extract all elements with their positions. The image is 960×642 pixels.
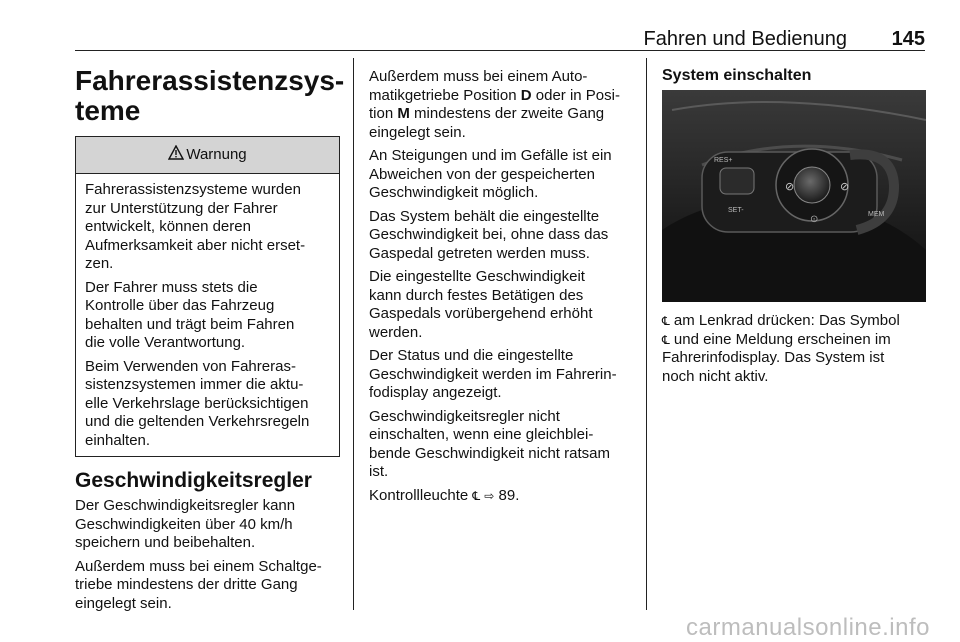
svg-text:⊘: ⊘	[840, 180, 850, 193]
svg-text:⊘: ⊘	[785, 180, 795, 193]
column-3	[662, 58, 926, 391]
res-label: RES+	[714, 157, 733, 164]
svg-text:⊙: ⊙	[810, 214, 819, 225]
cross-reference: Kontrollleuchte ℄ ⇨ 89.	[369, 486, 520, 504]
body-paragraph: Außerdem muss bei einem Schaltge- triebe mindestens der dritte Gang eingelegt sein.	[75, 557, 322, 612]
page-header	[75, 28, 925, 50]
page-reference-arrow-icon: ⇨	[484, 488, 495, 503]
warning-header	[76, 137, 339, 174]
warning-paragraph: Fahrerassistenzsysteme wurden zur Unterstützung der Fahrer entwickelt, können deren Aufmerksamkeit aber nicht erset- zen.	[85, 181, 306, 272]
body-paragraph: ℄ am Lenkrad drücken: Das Symbol ℄ und eine Meldung erscheinen im Fahrerinfodisplay. Das System ist noch nicht aktiv.	[662, 312, 900, 385]
page-number: 145	[891, 28, 925, 50]
column-1	[75, 58, 345, 618]
body-paragraph: An Steigungen und im Gefälle ist ein Abweichen von der gespeicherten Geschwindigkeit möglich.	[369, 147, 612, 201]
set-label: SET-	[728, 207, 744, 214]
cruise-control-icon: ℄	[472, 488, 481, 503]
warning-triangle-icon	[168, 145, 184, 165]
subheading: System einschalten	[662, 67, 812, 84]
page-reference-link[interactable]: 89.	[494, 486, 520, 504]
header-rule	[75, 50, 925, 51]
section-title: Fahren und Bedienung	[643, 28, 847, 50]
body-paragraph: Geschwindigkeitsregler nicht einschalten, wenn eine gleichblei- bende Geschwindigkeit nicht ratsam ist.	[369, 407, 610, 480]
steering-wheel-cruise-controls-photo	[662, 90, 926, 302]
warning-title: Warnung	[186, 145, 247, 163]
warning-box	[75, 136, 340, 457]
body-paragraph: Die eingestellte Geschwindigkeit kann durch festes Betätigen des Gaspedals vorübergehend erhöht werden.	[369, 268, 593, 341]
section-heading: Fahrerassistenzsys- teme	[75, 65, 345, 126]
warning-body	[76, 174, 339, 456]
gear-position-m: M	[397, 105, 410, 122]
column-2	[369, 68, 634, 510]
body-paragraph: Außerdem muss bei einem Auto- matikgetriebe Position D oder in Posi- tion M mindestens der zweite Gang eingelegt sein.	[369, 68, 620, 141]
body-paragraph: Das System behält die eingestellte Geschwindigkeit bei, ohne dass das Gaspedal getreten werden muss.	[369, 207, 609, 262]
cruise-control-icon: ℄	[662, 332, 670, 347]
mem-label: MEM	[868, 211, 885, 218]
subheading: Geschwindigkeitsregler	[75, 469, 312, 492]
body-paragraph: Der Geschwindigkeitsregler kann Geschwindigkeiten über 40 km/h speichern und beibehalten.	[75, 497, 296, 551]
cruise-control-icon: ℄	[662, 314, 670, 328]
gear-position-d: D	[520, 86, 532, 104]
column-divider	[646, 58, 647, 610]
watermark: carmanualsonline.info	[686, 614, 930, 641]
warning-paragraph: Der Fahrer muss stets die Kontrolle über das Fahrzeug behalten und trägt beim Fahren die volle Verantwortung.	[85, 278, 295, 351]
warning-paragraph: Beim Verwenden von Fahreras- sistenzsystemen immer die aktu- elle Verkehrslage berücksichtigen und die geltenden Verkehrsregeln einhalten.	[85, 357, 310, 449]
body-paragraph: Der Status und die eingestellte Geschwindigkeit werden im Fahrerin- fodisplay angezeigt.	[369, 347, 617, 401]
column-divider	[353, 58, 354, 610]
